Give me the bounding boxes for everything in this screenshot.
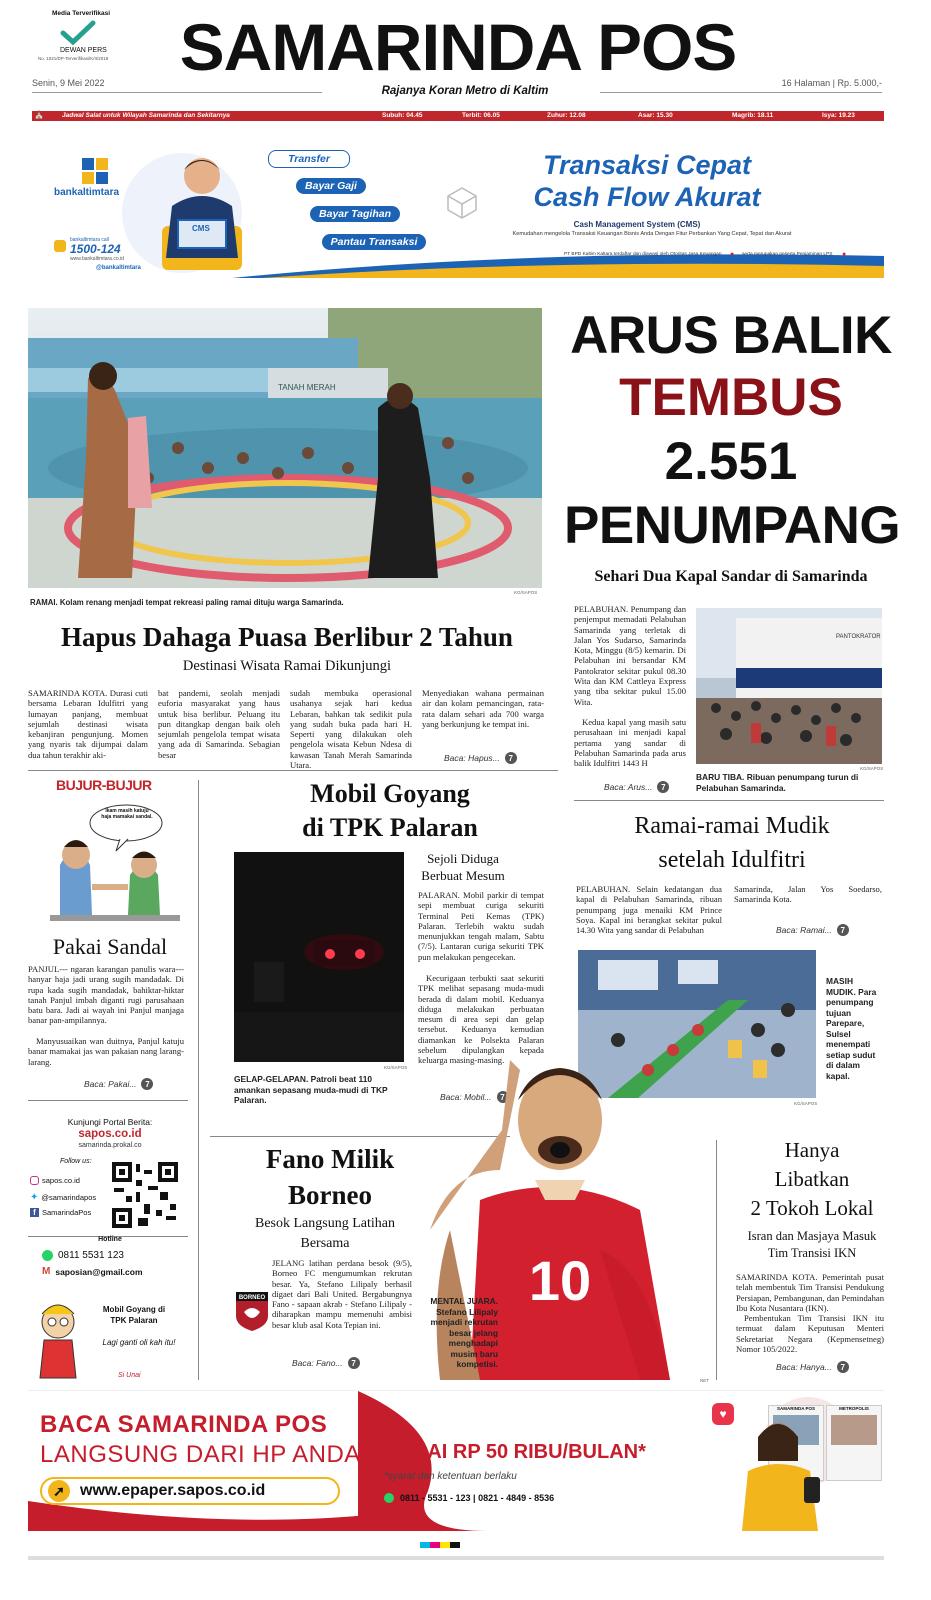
arrow-icon: ➚ xyxy=(48,1480,70,1502)
divider-right-mid xyxy=(574,800,884,801)
ikn-continued-label: Baca: Hanya... xyxy=(776,1362,832,1372)
lead-subhead: Sehari Dua Kapal Sandar di Samarinda xyxy=(594,568,868,585)
ikn-body-2: Pembentukan Tim Transisi IKN itu termuat dalam Keputusan Menteri Sekretariat Negara (Kepmensetneg) Nomor 105/2022. xyxy=(736,1313,884,1354)
fano-headline-1: Fano Milik xyxy=(265,1144,395,1174)
email-address: saposian@gmail.com xyxy=(55,1266,143,1277)
night-photo-credit: KG/SAPOS xyxy=(384,1065,408,1070)
lead-headline-line-1: ARUS BALIK xyxy=(570,306,892,365)
ikn-continued xyxy=(776,1361,849,1373)
mobil-body-2: Kecurigaan terbukti saat sekuriti TPK melihat sepasang muda-mudi berada di dalam mobil. Keduanya diduga melakukan perbuatan mesum di area sepi dan gelap tersebut. Keduanya kemudian diamankan ke Polsekta Palaran sebelum dipulangkan kepada keluarga masing-masing. xyxy=(418,973,544,1066)
registration-yellow xyxy=(440,1542,450,1548)
bank-brand: bankaltimtara xyxy=(54,187,120,198)
dewan-pers-number: No. 1021/DP-Terverifikasi/K/II/2018 xyxy=(38,56,109,61)
page-7-icon: 7 xyxy=(348,1357,360,1369)
bottom-rule xyxy=(28,1556,884,1560)
mudik-headline-2: setelah Idulfitri xyxy=(658,847,806,873)
registration-magenta xyxy=(430,1542,440,1548)
feature-pantau-transaksi: Pantau Transaksi xyxy=(322,234,426,250)
bujur-title: BUJUR-BUJUR xyxy=(56,777,152,793)
page-7-icon: 7 xyxy=(497,1091,509,1103)
ikn-headline-2: Libatkan xyxy=(774,1167,850,1191)
twitter-handle: @samarindapos xyxy=(41,1193,97,1202)
registration-cyan xyxy=(420,1542,430,1548)
prayer-isya: Isya: 19.23 xyxy=(822,112,855,119)
edition-date: Senin, 9 Mei 2022 xyxy=(32,78,105,88)
player-caption: MENTAL JUARA. Stefano Lilipaly menjadi rekrutan besar jelang menghadapi musim baru kompetisi. xyxy=(430,1296,498,1369)
bank-ad xyxy=(32,138,884,278)
pool-caption: RAMAI. Kolam renang menjadi tempat rekreasi paling ramai dituju warga Samarinda. xyxy=(30,598,344,607)
ikn-headline-3: 2 Tokoh Lokal xyxy=(750,1196,874,1220)
businessman-illustration xyxy=(142,146,262,274)
prayer-subuh: Subuh: 04.45 xyxy=(382,112,423,119)
harbor-caption: BARU TIBA. Ribuan penumpang turun di Pelabuhan Samarinda. xyxy=(696,772,859,793)
follow-label: Follow us: xyxy=(60,1158,92,1165)
pool-sign-text: TANAH MERAH xyxy=(278,383,336,392)
mobil-headline-1: Mobil Goyang xyxy=(310,779,470,808)
cube-icon xyxy=(444,184,480,220)
epaper-line-1: BACA SAMARINDA POS xyxy=(40,1411,328,1438)
borneo-fc-logo xyxy=(234,1290,270,1332)
night-patrol-photo xyxy=(234,852,404,1062)
ikn-body: SAMARINDA KOTA. Pemerintah pusat telah membentuk Tim Transisi Pendukung Persiapan, Pembangunan, dan Pemindahan Ibu Kota Nusantara (IKN). xyxy=(736,1272,884,1313)
pool-continued xyxy=(444,752,517,764)
hotline-email[interactable] xyxy=(42,1266,143,1277)
masthead-rule-left xyxy=(32,92,322,93)
whatsapp-icon xyxy=(42,1250,53,1261)
borneo-logo-text: BORNEO xyxy=(238,1295,266,1301)
masthead xyxy=(0,0,931,110)
mobil-headline-2: di TPK Palaran xyxy=(302,813,478,842)
pool-col-1: SAMARINDA KOTA. Durasi cuti bersama Lebaran Idulfitri yang lumayan panjang, membuat sejumlah destinasi wisata kebanjiran pengunjung. Momen yang nyaris tak dijumpai dalam dua tahun terakhir aki- xyxy=(28,688,148,760)
tagline: Rajanya Koran Metro di Kaltim xyxy=(381,85,549,97)
reader-woman-illustration xyxy=(718,1411,848,1531)
pool-photo-credit: KG/SAPOS xyxy=(514,590,538,595)
prayer-terbit: Terbit: 06.05 xyxy=(462,112,500,119)
portal-label: Kunjungi Portal Berita: xyxy=(67,1117,153,1127)
epaper-phones[interactable] xyxy=(384,1493,554,1503)
harbor-photo-credit: KG/SAPOS xyxy=(860,766,884,771)
newspaper-title: SAMARINDA POS xyxy=(179,10,737,84)
portal-top-rule xyxy=(28,1100,188,1101)
registration-black xyxy=(450,1542,460,1548)
ad-cms-line: Cash Management System (CMS) xyxy=(573,220,701,229)
pool-col-4: Menyediakan wahana permainan air dan kolam pemancingan, rata-rata dalam sehari ada 700 warga yang berkunjung ke tempat ini. xyxy=(422,688,544,729)
lead-body: PELABUHAN. Penumpang dan penjemput memadati Pelabuhan Samarinda yang terletak di Jalan Yos Sudarso, Samarinda Kota, Minggu (8/5) kemarin. Di Pelabuhan ini bersandar KM Pantokrator sekitar pukul 08.30 Wita dan KM Cattleya Express yang tiba sekitar pukul 15.00 Wita. xyxy=(574,604,686,707)
mobil-subhead: Sejoli Diduga Berbuat Mesum xyxy=(421,851,505,883)
prayer-times-bar xyxy=(32,111,884,121)
mini-cartoon-signature: Si Unai xyxy=(118,1372,141,1379)
divider-ikn xyxy=(716,1140,717,1380)
page-7-icon: 7 xyxy=(141,1078,153,1090)
call-label: bankaltimtara call xyxy=(70,237,109,243)
facebook-handle: SamarindaPos xyxy=(42,1208,92,1217)
night-photo-caption: GELAP-GELAPAN. Patroli beat 110 amankan sepasang muda-mudi di TKP Palaran. xyxy=(234,1074,388,1105)
pool-continued-label: Baca: Hapus... xyxy=(444,753,500,763)
twitter-icon: ✦ xyxy=(30,1192,39,1203)
player-photo-credit: NET xyxy=(700,1378,709,1383)
prayer-zuhur: Zuhur: 12.08 xyxy=(547,112,586,119)
bujur-continued xyxy=(84,1078,153,1090)
ad-description: Kemudahan mengelola Transaksi Keuangan Bisnis Anda Dengan Fitur Perbankan Yang Cepat, Tepat dan Akurat xyxy=(512,231,792,237)
portal-site-link-2[interactable]: samarinda.prokal.co xyxy=(78,1142,142,1149)
lead-continued-label: Baca: Arus... xyxy=(604,782,653,792)
lead-continued xyxy=(604,781,669,793)
page-7-icon: 7 xyxy=(837,1361,849,1373)
ad-headline-2: Cash Flow Akurat xyxy=(533,182,761,212)
fano-continued-label: Baca: Fano... xyxy=(292,1358,343,1368)
ferry-caption: MASIH MUDIK. Para penumpang tujuan Parepare, Sulsel menempati setiap sudut di dalam kapal. xyxy=(826,976,877,1081)
bujur-speech-bubble: Ikam masih katuju haja mamakai sandal. xyxy=(101,808,153,821)
portal-site-link[interactable]: sapos.co.id xyxy=(78,1128,142,1140)
mudik-continued xyxy=(776,924,849,936)
pool-photo xyxy=(28,308,542,588)
lead-headline-line-4: PENUMPANG xyxy=(564,496,901,555)
phone-icon xyxy=(54,240,66,252)
mobil-continued-label: Baca: Mobil... xyxy=(440,1092,492,1102)
bujur-headline: Pakai Sandal xyxy=(52,934,168,959)
masthead-rule-right xyxy=(600,92,882,93)
call-number: 1500-124 xyxy=(70,242,121,256)
ikn-subhead: Isran dan Masjaya Masuk Tim Transisi IKN xyxy=(747,1229,877,1260)
lps-icon: ● xyxy=(842,251,847,258)
lead-headline-line-3: 2.551 xyxy=(664,432,798,491)
twitter-item[interactable] xyxy=(30,1192,96,1203)
instagram-item[interactable] xyxy=(30,1176,80,1185)
prayer-magrib: Magrib: 18.11 xyxy=(732,112,774,119)
mosque-icon: ⛪ xyxy=(34,110,44,119)
pool-headline: Hapus Dahaga Puasa Berlibur 2 Tahun xyxy=(61,622,513,652)
qr-code-icon[interactable] xyxy=(110,1160,180,1230)
feature-transfer: Transfer xyxy=(268,150,350,168)
facebook-icon: f xyxy=(30,1208,39,1217)
thumbnail-title-2: METROPOLIS xyxy=(839,1406,869,1411)
mini-cartoon-caption: Lagi ganti oli kah itu! xyxy=(102,1338,176,1347)
bujur-body: PANJUL--- ngaran karangan panulis wara--- hanyar haja jadi urang sugih mandadak. Di rupa kada sugih mandadak, bahiktar-hiktar tanah Panjul imbah diganti rugi parusahaan batu bara. Jadi ai wayah ini Panjul manjaga banar pan-ampilannya. xyxy=(28,964,184,1026)
facebook-item[interactable] xyxy=(30,1208,91,1217)
verified-check-icon xyxy=(60,20,96,46)
page-7-icon: 7 xyxy=(505,752,517,764)
page-7-icon: 7 xyxy=(837,924,849,936)
ad-headline-1: Transaksi Cepat xyxy=(542,150,752,180)
harbor-photo xyxy=(696,608,882,764)
mudik-headline-1: Ramai-ramai Mudik xyxy=(634,813,830,839)
bank-social: @bankaltimtara xyxy=(96,265,141,271)
epaper-line-2: LANGSUNG DARI HP ANDA xyxy=(40,1441,361,1468)
feature-bayar-gaji: Bayar Gaji xyxy=(296,178,366,194)
bank-site: www.bankaltimtara.co.id xyxy=(70,256,124,262)
gmail-icon: M xyxy=(42,1266,51,1277)
jersey-number: 10 xyxy=(528,1249,592,1312)
ferry-photo-credit: KG/SAPOS xyxy=(794,1101,818,1106)
pool-col-2: bat pandemi, seolah menjadi euforia masyarakat yang haus untuk bisa berlibur. Peluang itu pun ditangkap dengan baik oleh sejumlah pengelola tempat wisata yang ada di Samarinda. Sebagian besar xyxy=(158,688,280,760)
hotline-label: Hotline xyxy=(98,1236,122,1243)
bujur-body-2: Manyusuaikan wan duitnya, Panjul katuju banar mamakai jas wan pakaian nang larang-larang. xyxy=(28,1036,184,1067)
divider-left-col xyxy=(198,780,199,1380)
prayer-asar: Asar: 15.30 xyxy=(638,112,673,119)
mudik-col-1: PELABUHAN. Selain kedatangan dua kapal di Pelabuhan Samarinda, ribuan penumpang juga menaiki KM Prince Soya. Kapal ini berangkat sekitar pukul 14.30 Wita yang sandar di Pelabuhan xyxy=(576,884,722,936)
hotline-phone[interactable] xyxy=(42,1250,124,1261)
mini-cartoon-title: Mobil Goyang di TPK Palaran xyxy=(102,1305,166,1325)
fano-subhead: Besok Langsung Latihan Bersama xyxy=(255,1216,395,1251)
page-7-icon: 7 xyxy=(657,781,669,793)
whatsapp-icon xyxy=(384,1493,394,1503)
bank-logo-icon xyxy=(80,156,110,186)
pool-col-3: sudah membuka operasional usahanya sejak hari kedua Lebaran, bahkan tak sedikit pula yang sudah buka pada hari H. Seperti yang dilakukan oleh pengelola wisata Kebun Ndesa di kawasan Tanah Merah Samarinda Utara. xyxy=(290,688,412,771)
pool-subhead: Destinasi Wisata Ramai Dikunjungi xyxy=(182,658,392,674)
epaper-terms: *syarat dan ketentuan berlaku xyxy=(384,1471,517,1482)
epaper-url-button[interactable] xyxy=(40,1477,340,1505)
hotline-number: 0811 5531 123 xyxy=(58,1250,124,1261)
instagram-icon xyxy=(30,1176,39,1185)
verified-label: Media Terverifikasi xyxy=(52,10,111,17)
epaper-phone-numbers: 0811 - 5531 - 123 | 0821 - 4849 - 8536 xyxy=(400,1493,555,1503)
ship-name-text: PANTOKRATOR xyxy=(836,634,881,640)
print-registration-bar xyxy=(420,1542,460,1548)
ad-regulator: PT BPD Kaltim Kaltara terdaftar dan diawasi oleh Otoritas Jasa Keuangan xyxy=(564,252,722,257)
instagram-handle: sapos.co.id xyxy=(42,1176,80,1185)
epaper-offer: MULAI RP 50 RIBU/BULAN* xyxy=(384,1441,646,1463)
mobil-body: PALARAN. Mobil parkir di tempat sepi membuat curiga sekuriti Terminal Peti Kemas (TPK) Palaran. Terlebih waktu sudah menunjukkan tengah malam, Sabtu (7/5). Lantaran curiga sekuriti TPK pun melakukan pengecekan. xyxy=(418,890,544,962)
ojk-icon: ● xyxy=(730,251,735,258)
epaper-ad xyxy=(28,1390,884,1531)
feature-bayar-tagihan: Bayar Tagihan xyxy=(310,206,400,222)
ikn-headline-1: Hanya xyxy=(784,1138,840,1162)
mini-cartoon-figure xyxy=(30,1300,90,1380)
dewan-pers-label: DEWAN PERS xyxy=(60,47,107,54)
divider-upper xyxy=(28,770,558,771)
fano-continued xyxy=(292,1357,360,1369)
prayer-label: Jadwal Salat untuk Wilayah Samarinda dan Sekitarnya xyxy=(62,112,230,119)
fano-body: JELANG latihan perdana besok (9/5), Borneo FC mengumumkan rekrutan besar. Ya, Stefano Lilipaly berhasil digaet dari Bali United. Bergabungnya Fano - sapaan akrab - Stefano Lilipaly - diharapkan mampu memenuhi ambisi besar klub asal Kota Tepian ini. xyxy=(272,1258,412,1330)
fano-headline-2: Borneo xyxy=(288,1180,372,1210)
lead-body-2: Kedua kapal yang masih satu perusahaan ini menjadi kapal pertama yang sandar di Pelabuhan Samarinda pada arus balik Idulfitri 1443 H xyxy=(574,717,686,769)
edition-price: 16 Halaman | Rp. 5.000,- xyxy=(781,78,882,88)
mudik-col-2: Samarinda, Jalan Yos Soedarso, Samarinda Kota. xyxy=(734,884,882,905)
mudik-continued-label: Baca: Ramai... xyxy=(776,925,832,935)
heart-like-icon: ♥ xyxy=(712,1403,734,1425)
bujur-continued-label: Baca: Pakai... xyxy=(84,1079,137,1089)
lead-headline-line-2: TEMBUS xyxy=(619,368,843,427)
epaper-url: www.epaper.sapos.co.id xyxy=(80,1482,266,1499)
ad-lps: serta merupakan peserta Penjaminan LPS xyxy=(742,252,833,257)
thumbnail-title-1: SAMARINDA POS xyxy=(776,1406,816,1411)
cms-badge: CMS xyxy=(192,224,210,233)
